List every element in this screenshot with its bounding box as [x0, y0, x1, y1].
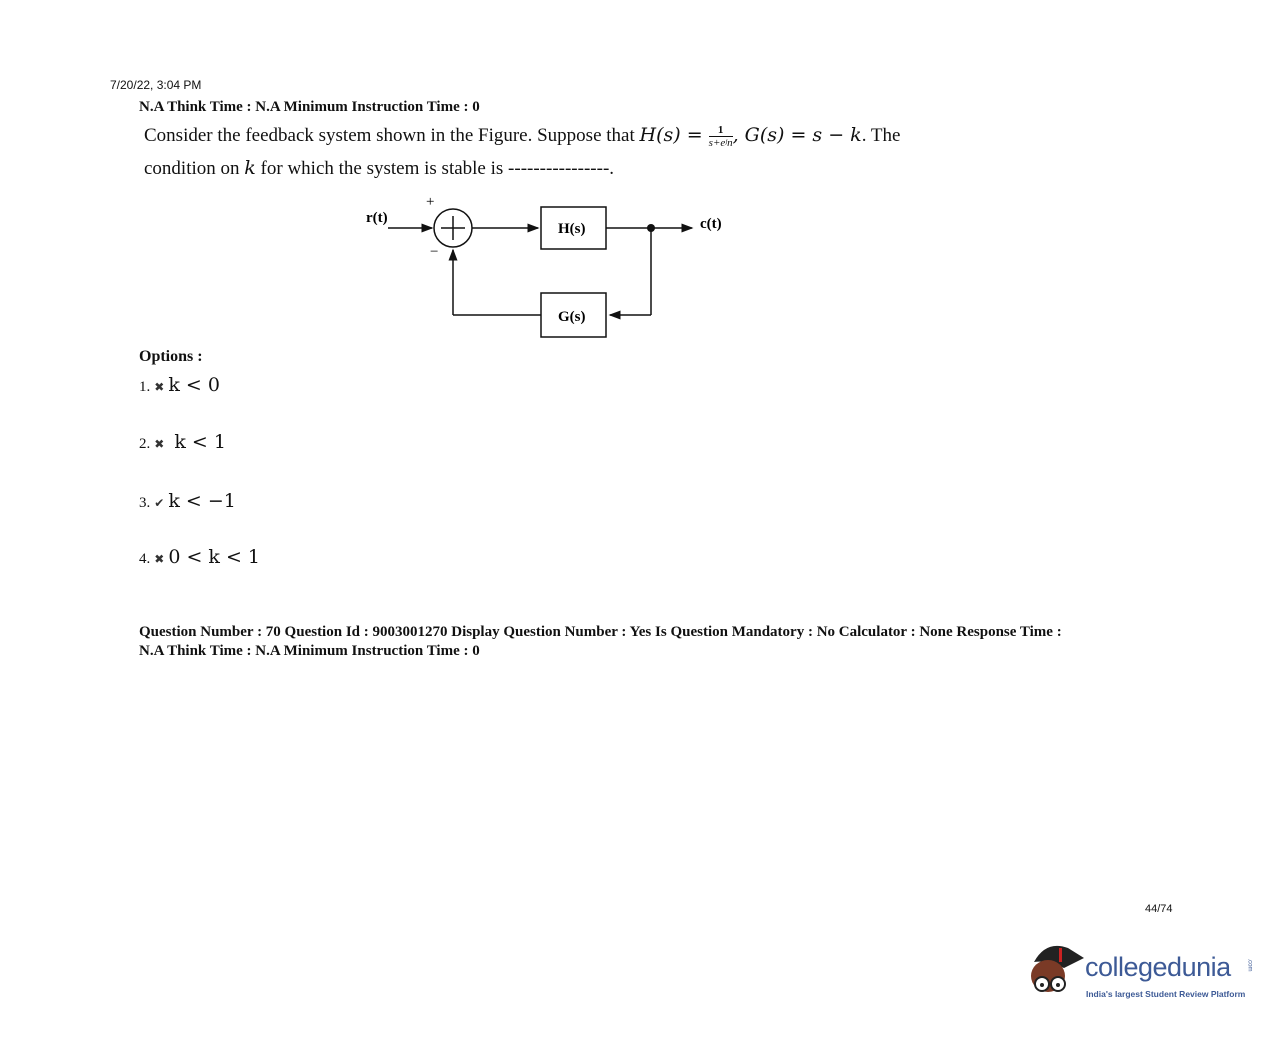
meta-line: N.A Think Time : N.A Minimum Instruction Time : 0 [139, 99, 480, 115]
logo-suffix: .com [1246, 958, 1253, 972]
logo-tagline: India's largest Student Review Platform [1086, 989, 1246, 999]
logo-wordmark: collegedunia [1085, 952, 1231, 982]
mascot-icon [1026, 940, 1086, 1006]
timestamp: 7/20/22, 3:04 PM [110, 78, 202, 92]
option-2 [139, 431, 226, 453]
question-line-1 [144, 124, 900, 149]
h-numerator: 1 [709, 124, 733, 137]
option-value: k < −1 [168, 490, 236, 512]
forward-block-label: H(s) [558, 221, 586, 237]
h-denominator: s+eʲᴨ [708, 137, 733, 150]
plus-sign: + [426, 194, 435, 210]
question-line-2 [144, 157, 614, 180]
footer-meta-line-2: N.A Think Time : N.A Minimum Instruction Time : 0 [139, 643, 480, 659]
question-text: for which the system is stable is ----------------. [255, 158, 615, 179]
block-diagram [360, 190, 740, 345]
check-icon: ✔ [154, 496, 165, 510]
question-text: Consider the feedback system shown in the Figure. Suppose that [144, 125, 640, 146]
g-expression: , G(s) = s − k [732, 124, 862, 146]
minus-sign: − [430, 244, 439, 260]
feedback-block-label: G(s) [558, 309, 586, 325]
page-number: 44/74 [1145, 903, 1173, 915]
output-label: c(t) [700, 216, 722, 232]
option-value: k < 0 [168, 374, 220, 396]
cross-icon: ✖ [154, 380, 165, 394]
input-label: r(t) [366, 210, 388, 226]
collegedunia-logo [1026, 940, 1256, 1010]
option-1 [139, 374, 220, 396]
options-label: Options : [139, 348, 203, 365]
option-3 [139, 490, 236, 512]
option-value: k < 1 [174, 431, 226, 453]
h-expression: H(s) = [639, 124, 709, 146]
footer-meta-line-1: Question Number : 70 Question Id : 9003001270 Display Question Number : Yes Is Question Mandatory : No Calculator : None Response Time : [139, 624, 1062, 640]
cross-icon: ✖ [154, 552, 165, 566]
option-number: 2. [139, 436, 151, 452]
question-text-end: . The [861, 125, 901, 146]
option-4 [139, 546, 260, 568]
option-number: 4. [139, 551, 151, 567]
cross-icon: ✖ [154, 437, 165, 451]
question-text: condition on [144, 158, 245, 179]
k-variable: k [244, 157, 256, 179]
option-number: 1. [139, 379, 151, 395]
option-number: 3. [139, 495, 151, 511]
h-fraction [709, 124, 733, 149]
option-value: 0 < k < 1 [168, 546, 261, 568]
